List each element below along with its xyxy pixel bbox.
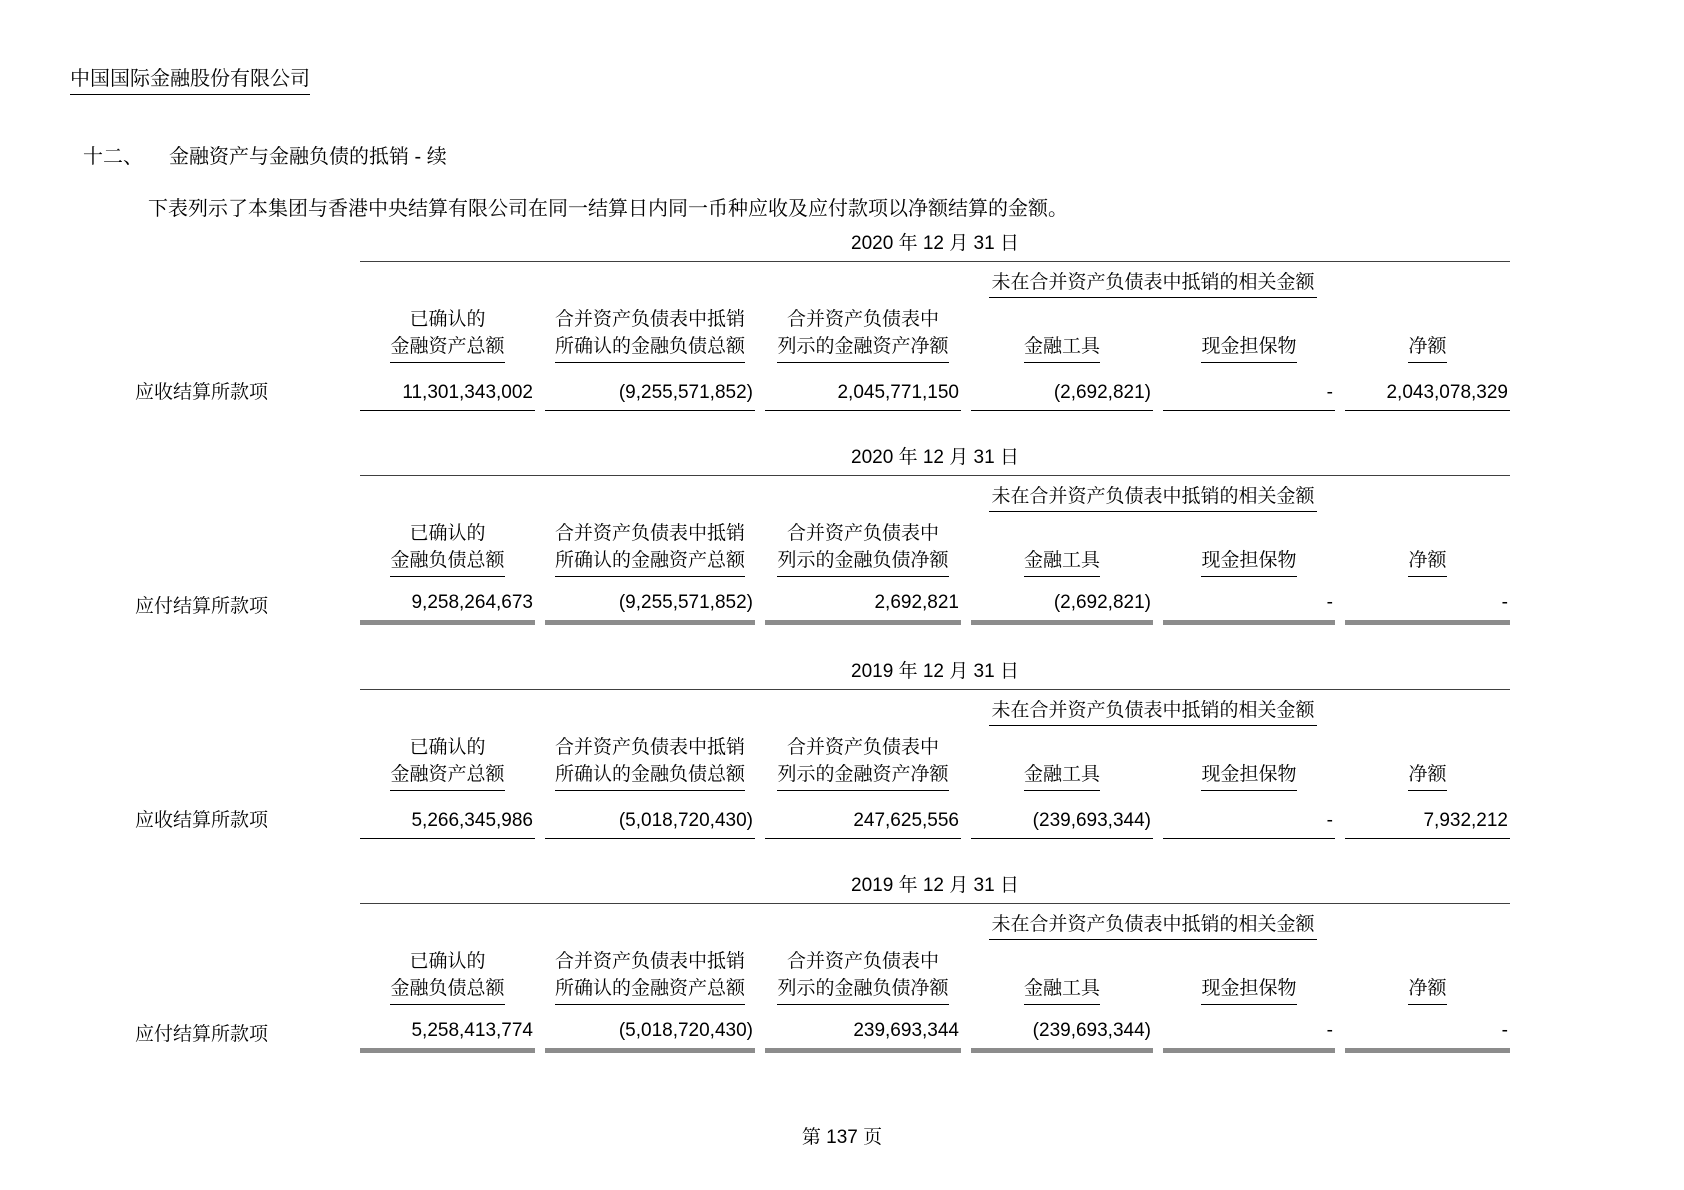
value-recognized-total: 9,258,264,673 [360, 578, 535, 625]
offsetting-tables [100, 228, 1510, 1084]
value-financial-instruments: (239,693,344) [971, 1006, 1153, 1053]
value-cash-collateral: - [1163, 796, 1335, 839]
group-header-text: 未在合并资产负债表中抵销的相关金额 [989, 481, 1316, 512]
section-number: 十二、 [83, 146, 143, 168]
col-header-recognized-total: 已确认的 金融资产总额 [360, 298, 535, 363]
page-number: 第 137 页 [801, 1127, 883, 1148]
value-offset: (9,255,571,852) [545, 368, 755, 411]
col-header-recognized-total: 已确认的 金融资产总额 [360, 726, 535, 791]
col-header-recognized-total: 已确认的 金融负债总额 [360, 512, 535, 577]
col-header-financial-instruments: 金融工具 [971, 298, 1153, 363]
table-date-header: 2020 年 12 月 31 日 [360, 442, 1510, 476]
col-header-offset-in-balance-sheet: 合并资产负债表中抵销 所确认的金融负债总额 [545, 298, 755, 363]
value-net-presented: 2,692,821 [765, 578, 961, 625]
value-cash-collateral: - [1163, 368, 1335, 411]
table-2020-receivables [100, 228, 1510, 411]
col-header-cash-collateral: 现金担保物 [1163, 512, 1335, 577]
value-recognized-total: 5,258,413,774 [360, 1006, 535, 1053]
group-header-text: 未在合并资产负债表中抵销的相关金额 [989, 267, 1316, 298]
col-header-financial-instruments: 金融工具 [971, 726, 1153, 791]
section-title: 金融资产与金融负债的抵销 - 续 [169, 146, 447, 168]
col-header-net-amount: 净额 [1345, 298, 1510, 363]
table-2019-payables [100, 870, 1510, 1053]
table-date-header: 2019 年 12 月 31 日 [360, 870, 1510, 904]
section-heading [83, 140, 447, 169]
value-cash-collateral: - [1163, 1006, 1335, 1053]
table-date-header: 2019 年 12 月 31 日 [360, 656, 1510, 690]
value-offset: (5,018,720,430) [545, 1006, 755, 1053]
table-2019-receivables [100, 656, 1510, 839]
value-net-presented: 247,625,556 [765, 796, 961, 839]
row-label: 应付结算所款项 [135, 1024, 269, 1045]
group-header-not-offset [971, 690, 1335, 726]
row-label: 应付结算所款项 [135, 596, 269, 617]
table-2020-payables [100, 442, 1510, 625]
col-header-cash-collateral: 现金担保物 [1163, 298, 1335, 363]
value-net-amount: - [1345, 578, 1510, 625]
company-name-text: 中国国际金融股份有限公司 [70, 62, 310, 95]
value-financial-instruments: (2,692,821) [971, 578, 1153, 625]
col-header-offset-in-balance-sheet: 合并资产负债表中抵销 所确认的金融负债总额 [545, 726, 755, 791]
group-header-text: 未在合并资产负债表中抵销的相关金额 [989, 909, 1316, 940]
row-label: 应收结算所款项 [135, 382, 269, 403]
group-header-text: 未在合并资产负债表中抵销的相关金额 [989, 695, 1316, 726]
value-cash-collateral: - [1163, 578, 1335, 625]
group-header-not-offset [971, 476, 1335, 512]
value-recognized-total: 11,301,343,002 [360, 368, 535, 411]
value-net-presented: 239,693,344 [765, 1006, 961, 1053]
value-net-amount: 7,932,212 [1345, 796, 1510, 839]
intro-paragraph: 下表列示了本集团与香港中央结算有限公司在同一结算日内同一币种应收及应付款项以净额结算的金额。 [148, 198, 1068, 220]
value-offset: (9,255,571,852) [545, 578, 755, 625]
col-header-offset-in-balance-sheet: 合并资产负债表中抵销 所确认的金融资产总额 [545, 940, 755, 1005]
value-net-presented: 2,045,771,150 [765, 368, 961, 411]
row-label: 应收结算所款项 [135, 810, 269, 831]
value-net-amount: 2,043,078,329 [1345, 368, 1510, 411]
value-financial-instruments: (239,693,344) [971, 796, 1153, 839]
table-date-header: 2020 年 12 月 31 日 [360, 228, 1510, 262]
value-recognized-total: 5,266,345,986 [360, 796, 535, 839]
col-header-financial-instruments: 金融工具 [971, 512, 1153, 577]
value-net-amount: - [1345, 1006, 1510, 1053]
col-header-net-presented: 合并资产负债表中 列示的金融资产净额 [765, 726, 961, 791]
col-header-net-presented: 合并资产负债表中 列示的金融负债净额 [765, 940, 961, 1005]
col-header-net-amount: 净额 [1345, 726, 1510, 791]
col-header-net-amount: 净额 [1345, 940, 1510, 1005]
col-header-cash-collateral: 现金担保物 [1163, 726, 1335, 791]
company-name [70, 62, 310, 95]
col-header-net-presented: 合并资产负债表中 列示的金融负债净额 [765, 512, 961, 577]
col-header-recognized-total: 已确认的 金融负债总额 [360, 940, 535, 1005]
col-header-cash-collateral: 现金担保物 [1163, 940, 1335, 1005]
col-header-net-amount: 净额 [1345, 512, 1510, 577]
group-header-not-offset [971, 904, 1335, 940]
col-header-financial-instruments: 金融工具 [971, 940, 1153, 1005]
col-header-net-presented: 合并资产负债表中 列示的金融资产净额 [765, 298, 961, 363]
value-offset: (5,018,720,430) [545, 796, 755, 839]
col-header-offset-in-balance-sheet: 合并资产负债表中抵销 所确认的金融资产总额 [545, 512, 755, 577]
value-financial-instruments: (2,692,821) [971, 368, 1153, 411]
group-header-not-offset [971, 262, 1335, 298]
